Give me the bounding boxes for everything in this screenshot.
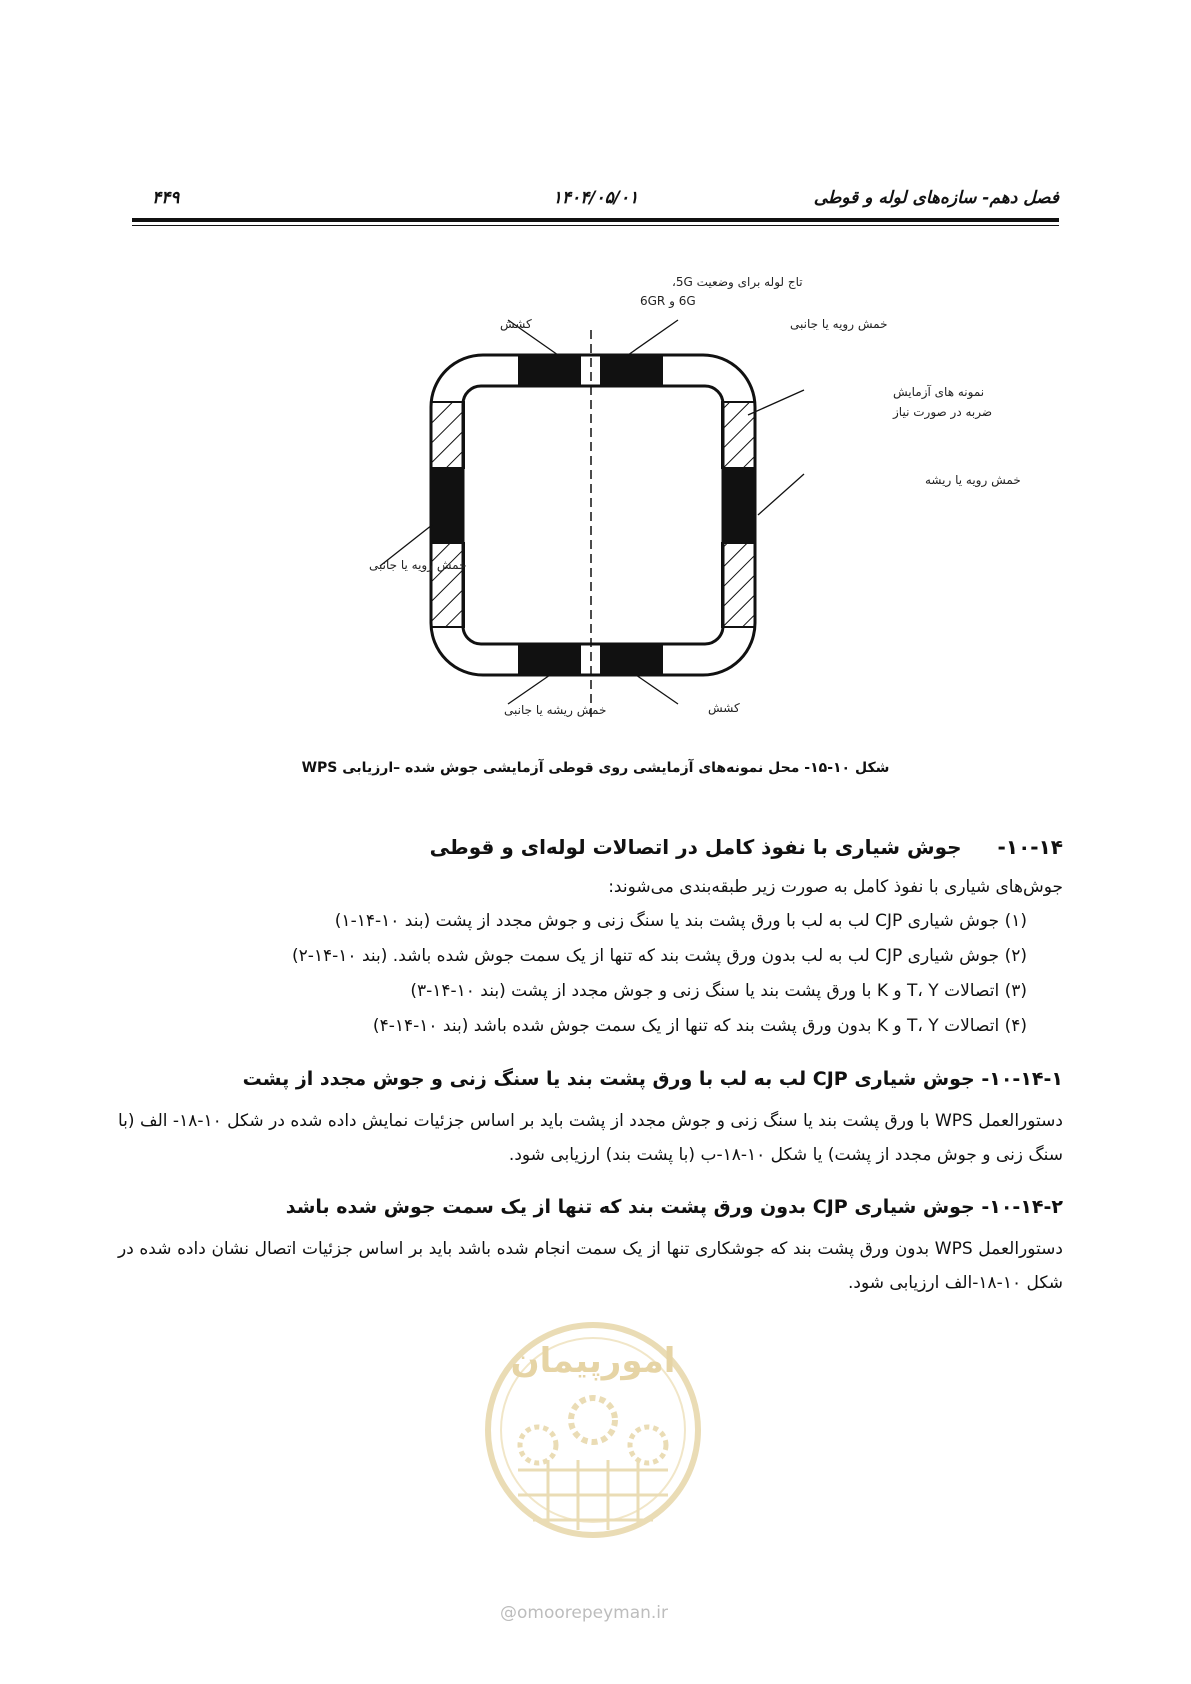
leader-root-side (508, 675, 550, 704)
subsection-body-2: دستورالعمل WPS بدون ورق پشت بند که جوشکاری تنها از یک سمت انجام شده باشد باید بر اساس جزئیات اتصال نشان داده شده در شکل ۱۰-۱۸-الف ارزیابی شود. (118, 1239, 1063, 1293)
tube-inner-wall (463, 386, 723, 644)
label-tension-bottom: کشش (708, 701, 740, 715)
specimen-top-left (518, 355, 581, 387)
specimen-bottom-left (518, 643, 581, 675)
specimen-diagram (0, 260, 1191, 730)
chapter-title: فصل دهم- سازه‌های لوله و قوطی (813, 188, 1059, 208)
list-item: (۲) جوش شیاری CJP لب به لب بدون ورق پشت بند که تنها از یک سمت جوش شده باشد. (بند ۱۰-۱۴-۲) (291, 946, 1027, 966)
label-impact-1: نمونه های آزمایش (893, 385, 985, 399)
label-crown-2: 6G و 6GR (640, 294, 696, 308)
specimen-left (431, 468, 464, 543)
leader-face-root (758, 474, 804, 515)
figure-box-specimen (0, 260, 1191, 730)
watermark-url: @omoorepeyman.ir (500, 1603, 669, 1623)
section-number: ۱۰-۱۴- (997, 835, 1063, 859)
page-number: ۴۴۹ (152, 188, 180, 208)
section-intro: جوش‌های شیاری با نفوذ کامل به صورت زیر طبقه‌بندی می‌شوند: (608, 877, 1063, 897)
label-face-side-left: خمش رویه یا جانبی (369, 558, 467, 572)
label-impact-2: ضربه در صورت نیاز (893, 405, 993, 419)
label-face-side-top: خمش رویه یا جانبی (790, 317, 888, 331)
header-date: ۱۴۰۴/۰۵/۰۱ (552, 188, 639, 208)
subsection-heading-2: ۱۰-۱۴-۲- جوش شیاری CJP بدون ورق پشت بند که تنها از یک سمت جوش شده باشد (285, 1196, 1063, 1218)
impact-specimen-right-bottom (722, 543, 755, 627)
main-content (118, 830, 1063, 1300)
impact-specimen-right-top (722, 402, 755, 468)
specimen-right (722, 468, 755, 543)
leader-tension-bottom (636, 675, 678, 704)
impact-specimen-left-bottom (431, 543, 464, 627)
figure-caption: شکل ۱۰-۱۵- محل نمونه‌های آزمایشی روی قوطی آزمایشی جوش شده –ارزیابی WPS (301, 760, 890, 776)
subsection-heading-1: ۱۰-۱۴-۱- جوش شیاری CJP لب به لب با ورق پشت بند یا سنگ زنی و جوش مجدد از پشت (242, 1068, 1063, 1090)
leader-face-side-top (628, 320, 678, 355)
list-item: (۱) جوش شیاری CJP لب به لب با ورق پشت بند یا سنگ زنی و جوش مجدد از پشت (بند ۱۰-۱۴-۱) (334, 911, 1027, 931)
classification-list (118, 904, 1063, 1044)
leader-impact (748, 390, 804, 415)
section-title: جوش شیاری با نفوذ کامل در اتصالات لوله‌ای و قوطی (429, 835, 962, 859)
section-heading (118, 830, 1063, 864)
label-face-root: خمش رویه یا ریشه (925, 473, 1021, 487)
header-rule-thin (132, 225, 1059, 226)
page-header (132, 188, 1059, 212)
watermark-logo (478, 1310, 708, 1580)
header-rule-thick (132, 218, 1059, 222)
label-crown: تاج لوله برای وضعیت 5G، (672, 275, 803, 289)
subsection-body-1: دستورالعمل WPS با ورق پشت بند یا سنگ زنی و جوش مجدد از پشت باید بر اساس جزئیات نمایش داده شده در شکل ۱۰-۱۸- الف (با سنگ زنی و جوش مجدد از پشت) یا شکل ۱۰-۱۸-ب (با پشت بند) ارزیابی شود. (118, 1111, 1063, 1165)
label-tension-top: کشش (500, 317, 532, 331)
specimen-bottom-right (600, 643, 663, 675)
list-item: (۴) اتصالات T، Y و K بدون ورق پشت بند که تنها از یک سمت جوش شده باشد (بند ۱۰-۱۴-۴) (372, 1016, 1027, 1036)
impact-specimen-left-top (431, 402, 464, 468)
list-item: (۳) اتصالات T، Y و K با ورق پشت بند یا سنگ زنی و جوش مجدد از پشت (بند ۱۰-۱۴-۳) (410, 981, 1027, 1001)
watermark-logo-text: امورپیمان (510, 1341, 676, 1381)
specimen-top-right (600, 355, 663, 387)
label-root-side: خمش ریشه یا جانبی (504, 703, 607, 717)
